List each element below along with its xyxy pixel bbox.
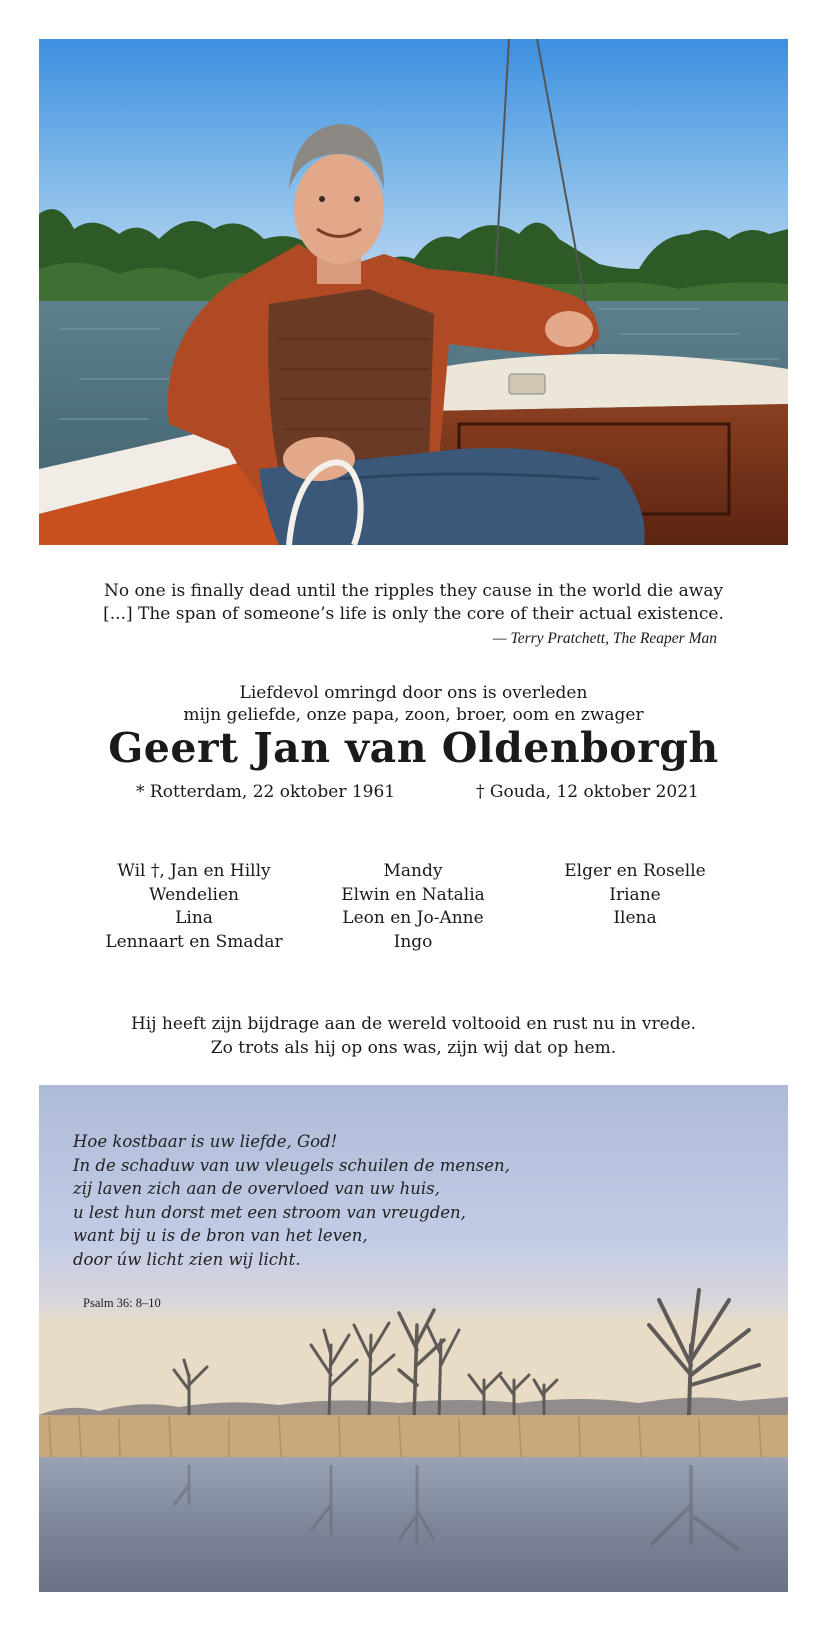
psalm-line: zij laven zich aan de overvloed van uw huis, <box>73 1179 440 1198</box>
closing-line-1: Hij heeft zijn bijdrage aan de wereld voltooid en rust nu in vrede. <box>130 1014 697 1034</box>
quote-block <box>0 580 827 626</box>
quote-attribution: — Terry Pratchett, The Reaper Man <box>492 630 717 647</box>
quote-line-2: [...] The span of someone’s life is only the core of their actual existence. <box>103 604 724 624</box>
announcement-intro <box>0 682 827 726</box>
family-entry: Leon en Jo-Anne <box>342 908 484 928</box>
portrait-photo <box>39 39 788 545</box>
family-entry: Elwin en Natalia <box>341 884 485 905</box>
psalm-line: door úw licht zien wij licht. <box>73 1249 301 1269</box>
family-entry: Elger en Roselle <box>564 861 706 881</box>
closing-line-2: Zo trots als hij op ons was, zijn wij dat op hem. <box>210 1038 617 1058</box>
intro-line-2: mijn geliefde, onze papa, zoon, broer, oom en zwager <box>183 705 644 725</box>
psalm-text <box>73 1130 510 1271</box>
closing-text <box>0 1012 827 1060</box>
family-entry: Lennaart en Smadar <box>105 931 283 952</box>
psalm-line: In de schaduw van uw vleugels schuilen de mensen, <box>73 1155 510 1175</box>
family-entry: Wil †, Jan en Hilly <box>117 861 271 881</box>
psalm-reference: Psalm 36: 8–10 <box>83 1296 161 1310</box>
death-info: † Gouda, 12 oktober 2021 <box>476 782 699 802</box>
family-entry: Ilena <box>613 908 657 928</box>
family-entry: Iriane <box>609 884 661 905</box>
family-entry: Ingo <box>393 931 433 952</box>
quote-line-1: No one is finally dead until the ripples they cause in the world die away <box>103 581 724 601</box>
birth-info: * Rotterdam, 22 oktober 1961 <box>136 782 396 802</box>
psalm-line: want bij u is de bron van het leven, <box>73 1226 368 1245</box>
family-entry: Mandy <box>383 861 443 881</box>
family-column-1 <box>79 860 309 954</box>
family-entry: Lina <box>175 908 213 928</box>
intro-line-1: Liefdevol omringd door ons is overleden <box>239 683 588 703</box>
family-column-2 <box>298 860 528 954</box>
psalm-line: Hoe kostbaar is uw liefde, God! <box>73 1132 338 1151</box>
deceased-name: Geert Jan van Oldenborgh <box>108 724 719 772</box>
family-column-3 <box>520 860 750 931</box>
family-list <box>0 860 827 970</box>
psalm-line: u lest hun dorst met een stroom van vreugden, <box>73 1202 466 1222</box>
family-entry: Wendelien <box>149 884 239 905</box>
